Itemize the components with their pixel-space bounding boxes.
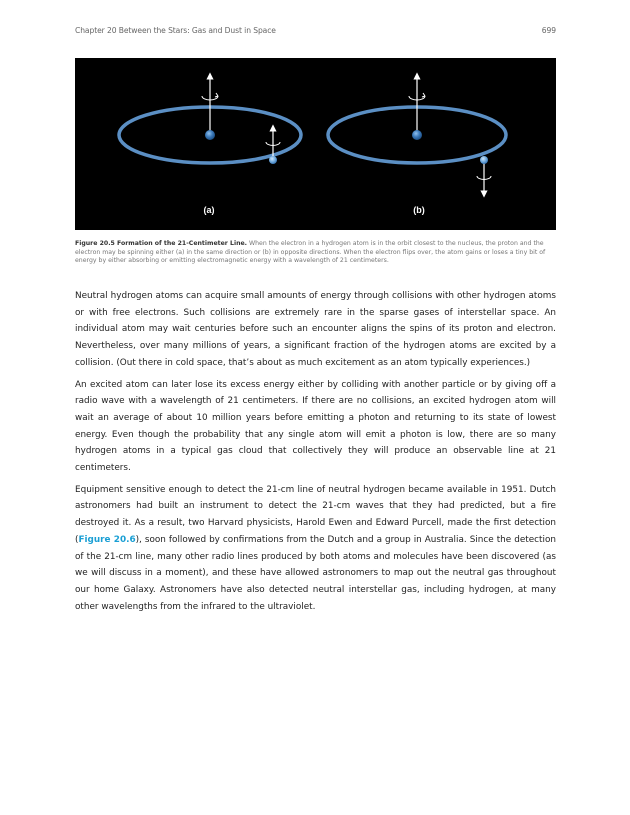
figure-illustration [75,58,556,230]
figure-hydrogen-spin [75,58,556,230]
figure-caption [75,240,556,266]
page-number: 699 [541,26,556,35]
panel-a [119,76,301,215]
body-text [75,288,556,620]
caption-title: Figure 20.5 Formation of the 21-Centimeter Line. [75,240,248,247]
paragraph-2: An excited atom can later lose its excess energy either by colliding with another particle or by giving off a radio wave with a wavelength of 21 centimeters. If there are no collisions, an excited hydrogen atom will wait an average of about 10 million years before emitting a photon and returning to its state of lowest energy. Even though the probability that any single atom will emit a photon is low, there are so many hydrogen atoms in a typical gas cloud that collectively they will produce an observable line at 21 centimeters. [75,379,556,474]
chapter-title: Chapter 20 Between the Stars: Gas and Dust in Space [75,26,276,35]
running-header [75,26,556,35]
electron-b [480,156,488,164]
electron-a [269,156,277,164]
label-b: (b) [413,205,425,215]
figure-20-6-link[interactable]: Figure 20.6 [78,534,136,545]
paragraph-1: Neutral hydrogen atoms can acquire small amounts of energy through collisions with other hydrogen atoms or with free electrons. Such collisions are extremely rare in the sparse gases of interstellar space. An individual atom may wait centuries before such an encounter aligns the spins of its proton and electron. Nevertheless, over many millions of years, a significant fraction of the hydrogen atoms are excited by a collision. (Out there in cold space, that’s about as much excitement as an atom typically experiences.) [75,291,556,368]
caption-text: When the electron in a hydrogen atom is in the orbit closest to the nucleus, the proton and the electron may be spinning either (a) in the same direction or (b) in opposite directions. When the electron flips over, the atom gains or loses a tiny bit of energy by either absorbing or emitting electromagnetic energy with a wavelength of 21 centimeters. [75,240,546,264]
proton-a [205,130,215,140]
paragraph-3-text-a: Equipment sensitive enough to detect the 21-cm line of neutral hydrogen became available in 1951. Dutch astronomers had built an instrument to detect the 21-cm waves that they had predicted, but a fire destroyed it. As a result, two Harvard physicists, Harold Ewen and Edward Purcell, made the first detection ( [75,484,556,545]
proton-b [412,130,422,140]
paragraph-3 [75,482,556,616]
proton-spin-loop-tip-b [422,93,425,97]
panel-b [328,76,506,215]
paragraph-3-text-b: ), soon followed by confirmations from the Dutch and a group in Australia. Since the detection of the 21-cm line, many other radio lines produced by both atoms and molecules have been discovered (as we will discuss in a moment), and these have allowed astronomers to map out the neutral gas throughout our home Galaxy. Astronomers have also detected neutral interstellar gas, including hydrogen, at many other wavelengths from the infrared to the ultraviolet. [75,534,556,612]
proton-spin-loop-tip-a [215,93,218,97]
label-a: (a) [203,205,215,215]
